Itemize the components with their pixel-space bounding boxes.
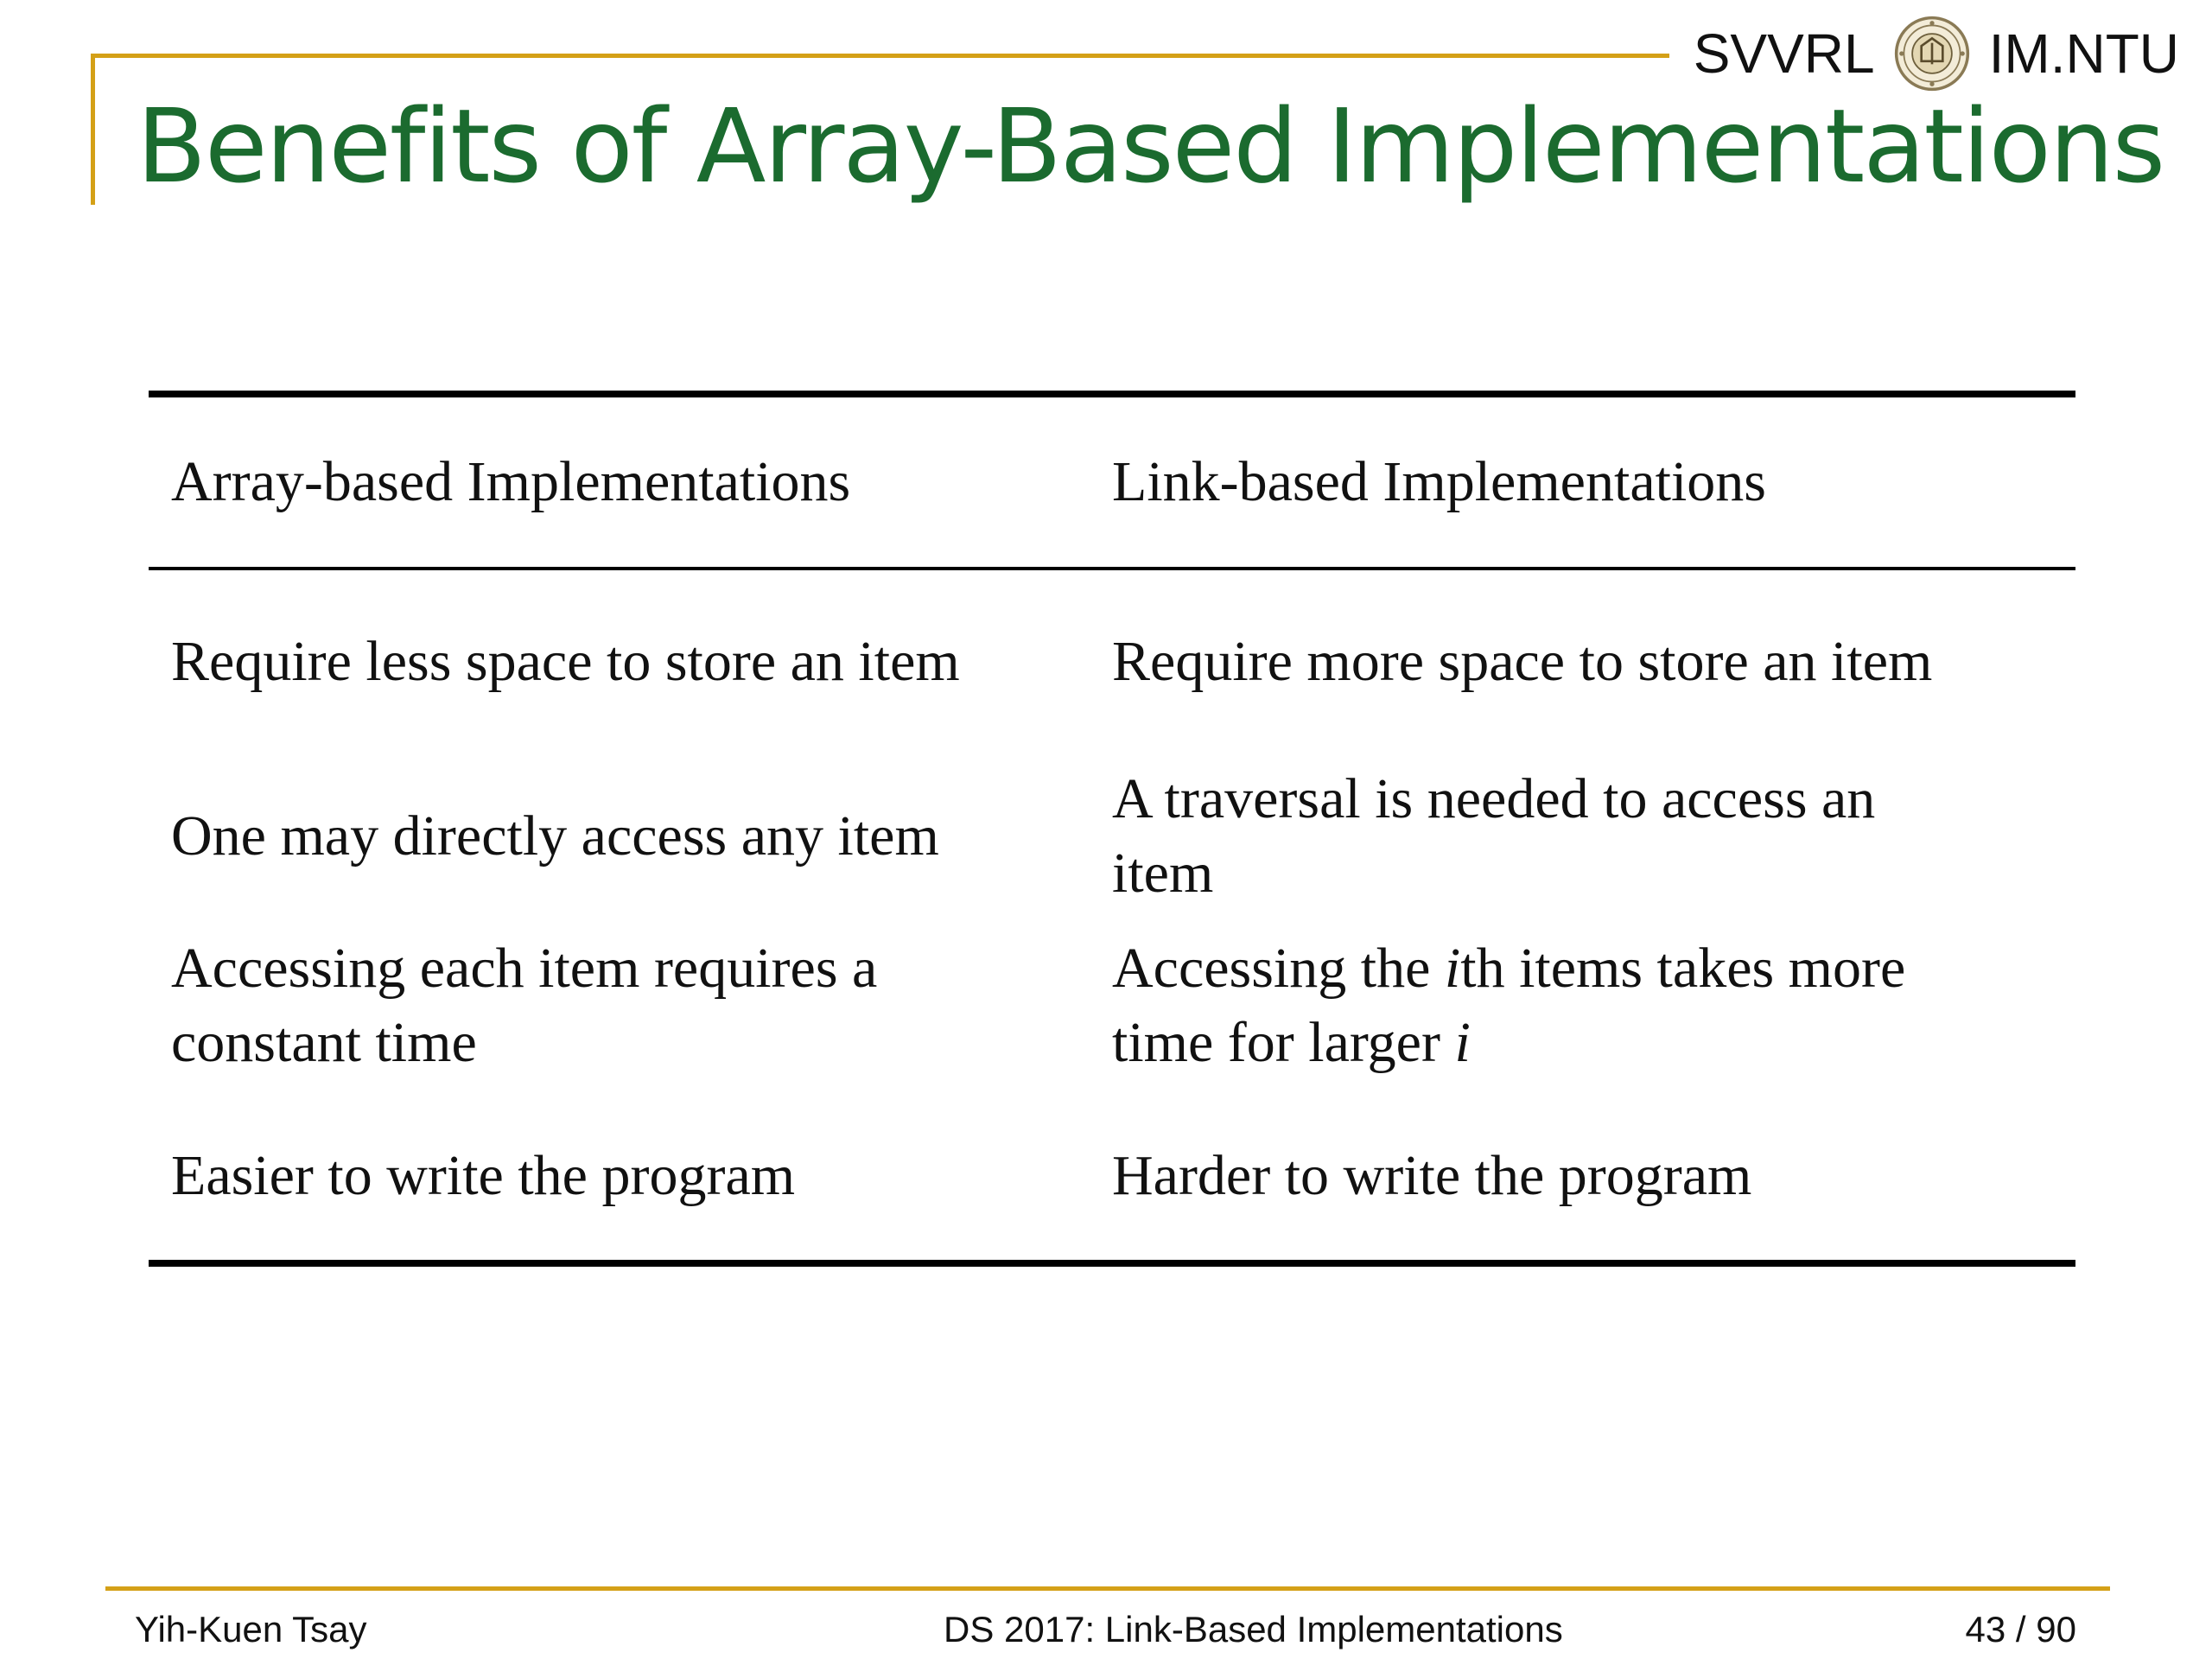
comparison-table	[149, 391, 2075, 1267]
lab-name: SVVRL	[1693, 22, 1875, 85]
footer-author: Yih-Kuen Tsay	[135, 1609, 367, 1649]
table-header-row	[149, 397, 2075, 567]
cell-text-part: time for larger	[1112, 1011, 1455, 1074]
variable-i: i	[1444, 937, 1461, 1000]
link-cell	[1112, 931, 2075, 1080]
table-row	[149, 1092, 2075, 1260]
header-accent-line	[91, 54, 1672, 58]
table-row	[149, 570, 2075, 753]
header-link-based: Link-based Implementations	[1112, 450, 1766, 513]
variable-i: i	[1454, 1011, 1471, 1074]
array-cell	[149, 931, 1112, 1080]
cell-text-line-1: Accessing each item requires a	[171, 937, 878, 1000]
cell-text: Harder to write the program	[1112, 1144, 1752, 1207]
footer-accent-line	[105, 1586, 2110, 1591]
array-cell	[149, 799, 1112, 874]
cell-text-part: Accessing the	[1112, 937, 1445, 1000]
array-cell	[149, 625, 1112, 699]
table-row	[149, 919, 2075, 1092]
cell-text-part: th items takes more	[1460, 937, 1906, 1000]
array-cell	[149, 1139, 1112, 1213]
page-number: 43 / 90	[1965, 1609, 2076, 1649]
table-bottom-rule	[149, 1260, 2075, 1267]
cell-text: Easier to write the program	[171, 1144, 796, 1207]
university-seal-icon	[1894, 16, 1970, 92]
cell-text-line-1: A traversal is needed to access an	[1112, 767, 1876, 830]
header-accent-line-vertical	[91, 54, 95, 205]
header-brand	[1669, 16, 2179, 92]
cell-text: Require less space to store an item	[171, 630, 960, 693]
link-cell	[1112, 1139, 2075, 1213]
cell-text-line-2: item	[1112, 842, 1214, 905]
cell-text-line-2: constant time	[171, 1011, 477, 1074]
table-top-rule	[149, 391, 2075, 397]
header-array-based: Array-based Implementations	[171, 450, 851, 513]
cell-text: Require more space to store an item	[1112, 630, 1933, 693]
cell-text: One may directly access any item	[171, 804, 939, 868]
footer-course: DS 2017: Link-Based Implementations	[944, 1609, 1563, 1649]
link-cell	[1112, 625, 2075, 699]
slide-title: Benefits of Array-Based Implementations	[137, 86, 2164, 206]
table-row	[149, 753, 2075, 919]
department-name: IM.NTU	[1988, 22, 2179, 85]
link-cell	[1112, 762, 2075, 911]
